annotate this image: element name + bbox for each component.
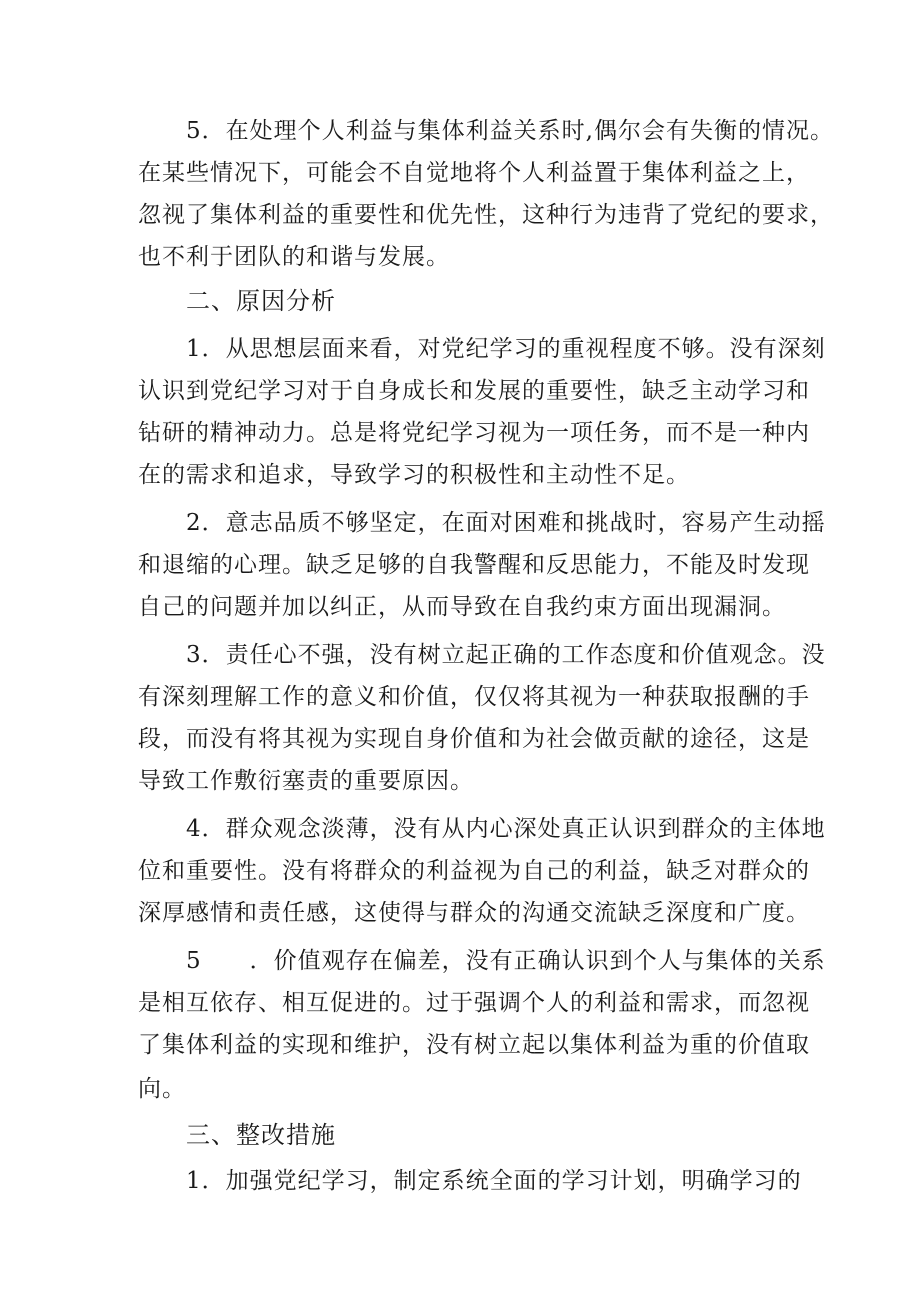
paragraph-line: 深厚感情和责任感，这使得与群众的沟通交流缺乏深度和广度。 [138, 900, 810, 926]
paragraph-line: 3．责任心不强，没有树立起正确的工作态度和价值观念。没 [186, 642, 826, 668]
paragraph-line: 4．群众观念淡薄，没有从内心深处真正认识到群众的主体地 [186, 816, 826, 842]
paragraph-line: 钻研的精神动力。总是将党纪学习视为一项任务，而不是一种内 [138, 420, 810, 446]
paragraph-line: 自己的问题并加以纠正，从而导致在自我约束方面出现漏洞。 [138, 594, 786, 620]
paragraph-line: 了集体利益的实现和维护，没有树立起以集体利益为重的价值取 [138, 1032, 810, 1058]
paragraph-line: 也不利于团队的和谐与发展。 [138, 244, 450, 270]
paragraph-line: 有深刻理解工作的意义和价值，仅仅将其视为一种获取报酬的手 [138, 684, 810, 710]
paragraph-line: 1．加强党纪学习，制定系统全面的学习计划，明确学习的 [186, 1168, 802, 1194]
paragraph-line: 和退缩的心理。缺乏足够的自我警醒和反思能力，不能及时发现 [138, 552, 810, 578]
section-heading: 二、原因分析 [186, 287, 336, 315]
paragraph-line: 在的需求和追求，导致学习的积极性和主动性不足。 [138, 462, 690, 488]
paragraph-line: 段，而没有将其视为实现自身价值和为社会做贡献的途径，这是 [138, 726, 810, 752]
paragraph-line: 在某些情况下，可能会不自觉地将个人利益置于集体利益之上， [138, 160, 810, 186]
paragraph-line: 导致工作敷衍塞责的重要原因。 [138, 768, 474, 794]
paragraph-line: 忽视了集体利益的重要性和优先性，这种行为违背了党纪的要求， [138, 202, 834, 228]
paragraph-line: 向。 [138, 1076, 186, 1102]
paragraph-line: 位和重要性。没有将群众的利益视为自己的利益，缺乏对群众的 [138, 858, 810, 884]
section-heading: 三、整改措施 [186, 1121, 336, 1149]
paragraph-line: 2．意志品质不够坚定，在面对困难和挑战时，容易产生动摇 [186, 510, 826, 536]
paragraph-line: 是相互依存、相互促进的。过于强调个人的利益和需求，而忽视 [138, 990, 810, 1016]
paragraph-line: 认识到党纪学习对于自身成长和发展的重要性，缺乏主动学习和 [138, 378, 810, 404]
paragraph-line: 5．在处理个人利益与集体利益关系时,偶尔会有失衡的情况。 [186, 118, 834, 144]
paragraph-line: 1．从思想层面来看，对党纪学习的重视程度不够。没有深刻 [186, 336, 826, 362]
paragraph-line: 5 ．价值观存在偏差，没有正确认识到个人与集体的关系 [186, 948, 826, 974]
